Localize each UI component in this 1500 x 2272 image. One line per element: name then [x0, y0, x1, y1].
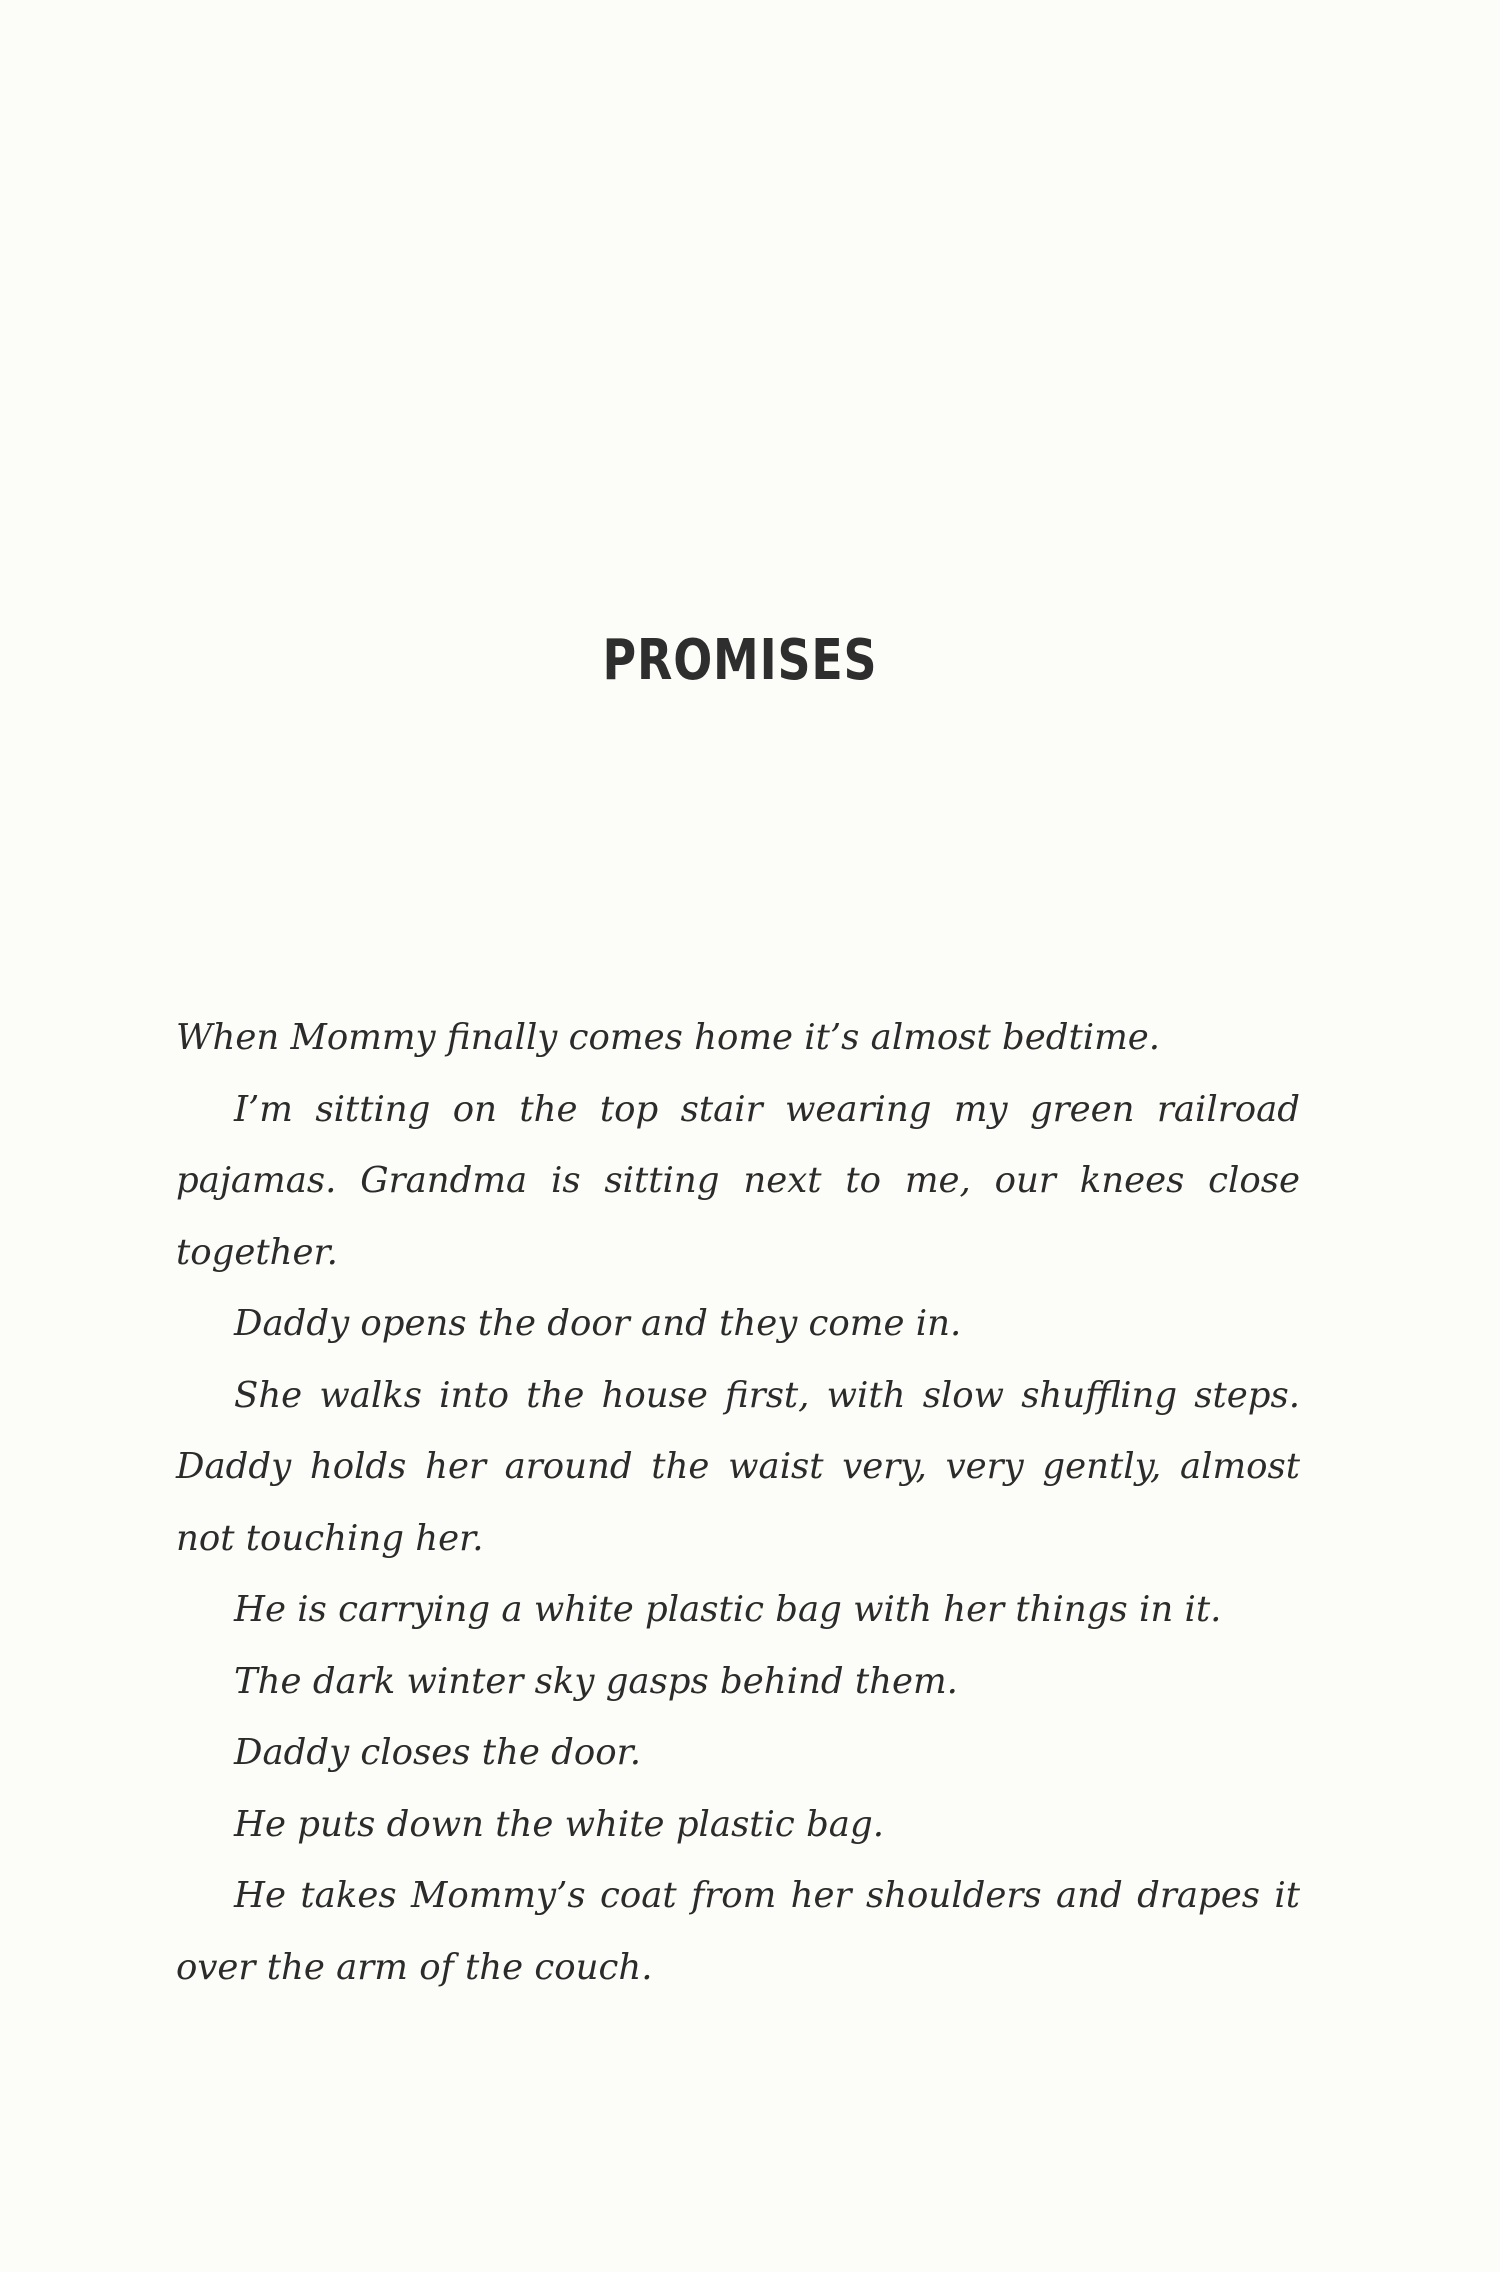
paragraph: Daddy opens the door and they come in. — [234, 1303, 962, 1344]
paragraph: When Mommy finally comes home it’s almost bedtime. — [176, 1017, 1161, 1058]
paragraph: The dark winter sky gasps behind them. — [234, 1660, 958, 1702]
paragraph: He puts down the white plastic bag. — [234, 1803, 884, 1845]
paragraph: She walks into the house first, with slow shuffling steps. Daddy holds her around the waist very, very gently, almost not touching her. — [176, 1374, 1300, 1559]
paragraph: Daddy closes the door. — [234, 1732, 642, 1773]
chapter-body — [176, 1002, 1300, 2003]
paragraph: He takes Mommy’s coat from her shoulders and drapes it over the arm of the couch. — [176, 1875, 1300, 1988]
chapter-title: PROMISES — [602, 628, 878, 693]
paragraph: I’m sitting on the top stair wearing my green railroad pajamas. Grandma is sitting next to me, our knees close together. — [176, 1088, 1300, 1273]
paragraph: He is carrying a white plastic bag with her things in it. — [234, 1589, 1222, 1630]
